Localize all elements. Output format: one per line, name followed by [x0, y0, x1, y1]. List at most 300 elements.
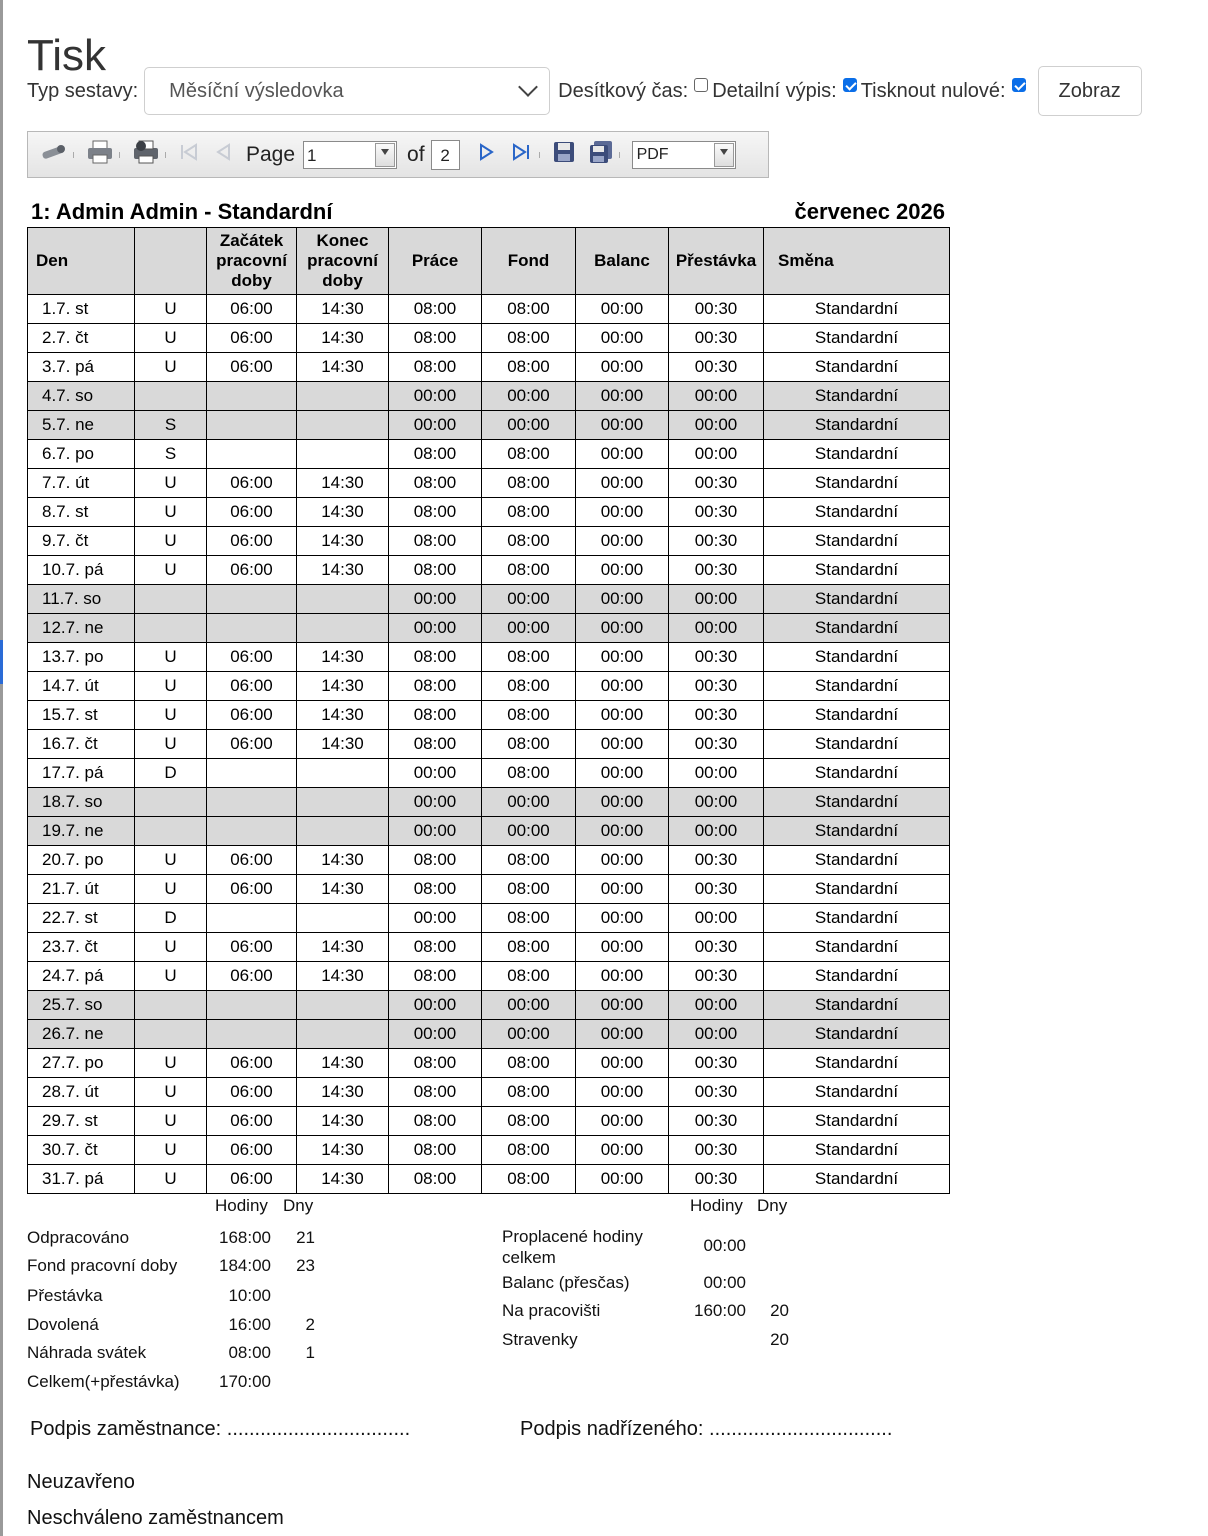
end-cell: [297, 788, 389, 817]
start-cell: 06:00: [207, 556, 297, 585]
end-cell: 14:30: [297, 469, 389, 498]
day-cell: 13.7. po: [28, 643, 135, 672]
break-cell: 00:30: [669, 556, 764, 585]
work-cell: 08:00: [389, 1049, 482, 1078]
code-cell: U: [135, 643, 207, 672]
day-cell: 11.7. so: [28, 585, 135, 614]
table-row: [28, 614, 950, 643]
work-cell: 00:00: [389, 1020, 482, 1049]
summary-hours: 170:00: [219, 1372, 271, 1391]
work-cell: 08:00: [389, 469, 482, 498]
summary-hours: 10:00: [228, 1286, 271, 1305]
shift-cell: Standardní: [764, 1049, 950, 1078]
end-cell: 14:30: [297, 353, 389, 382]
work-cell: 08:00: [389, 846, 482, 875]
end-cell: [297, 904, 389, 933]
print-zero-checkbox[interactable]: [1012, 78, 1026, 92]
shift-cell: Standardní: [764, 353, 950, 382]
end-cell: 14:30: [297, 527, 389, 556]
column-header: Práce: [389, 228, 482, 295]
table-row: [28, 1020, 950, 1049]
start-cell: 06:00: [207, 933, 297, 962]
column-header: Fond: [482, 228, 576, 295]
day-cell: 28.7. út: [28, 1078, 135, 1107]
start-cell: [207, 817, 297, 846]
chevron-down-icon: [518, 77, 538, 97]
work-cell: 08:00: [389, 1165, 482, 1194]
work-cell: 08:00: [389, 672, 482, 701]
table-row: [28, 701, 950, 730]
balance-cell: 00:00: [576, 904, 669, 933]
code-cell: U: [135, 469, 207, 498]
shift-cell: Standardní: [764, 585, 950, 614]
start-cell: [207, 759, 297, 788]
summary-days-header: Dny: [283, 1196, 314, 1215]
summary-hours: 184:00: [219, 1256, 271, 1275]
balance-cell: 00:00: [576, 324, 669, 353]
total-pages: 2: [431, 140, 460, 170]
break-cell: 00:30: [669, 701, 764, 730]
summary-days-header: Dny: [757, 1196, 788, 1215]
table-row: [28, 875, 950, 904]
shift-cell: Standardní: [764, 614, 950, 643]
print-zero-label: Tisknout nulové:: [860, 79, 1006, 102]
save-all-icon[interactable]: [588, 140, 614, 170]
break-cell: 00:30: [669, 469, 764, 498]
fund-cell: 00:00: [482, 585, 576, 614]
start-cell: 06:00: [207, 962, 297, 991]
closed-status: Neuzavřeno: [27, 1471, 135, 1493]
code-cell: U: [135, 1165, 207, 1194]
balance-cell: 00:00: [576, 440, 669, 469]
end-cell: 14:30: [297, 324, 389, 353]
balance-cell: 00:00: [576, 527, 669, 556]
toolbar-separator: [539, 152, 540, 158]
summary-days: 1: [305, 1343, 315, 1362]
start-cell: 06:00: [207, 875, 297, 904]
shift-cell: Standardní: [764, 1078, 950, 1107]
day-cell: 12.7. ne: [28, 614, 135, 643]
end-cell: 14:30: [297, 1078, 389, 1107]
break-cell: 00:00: [669, 585, 764, 614]
balance-cell: 00:00: [576, 933, 669, 962]
detail-checkbox[interactable]: [843, 78, 857, 92]
shift-cell: Standardní: [764, 411, 950, 440]
shift-cell: Standardní: [764, 933, 950, 962]
balance-cell: 00:00: [576, 875, 669, 904]
start-cell: 06:00: [207, 730, 297, 759]
work-cell: 00:00: [389, 759, 482, 788]
page-title: Tisk: [27, 31, 107, 81]
balance-cell: 00:00: [576, 991, 669, 1020]
table-row: [28, 382, 950, 411]
column-header: Přestávka: [669, 228, 764, 295]
summary-label: Celkem(+přestávka): [27, 1372, 180, 1391]
code-cell: U: [135, 701, 207, 730]
work-cell: 08:00: [389, 556, 482, 585]
work-cell: 00:00: [389, 788, 482, 817]
end-cell: 14:30: [297, 962, 389, 991]
fund-cell: 00:00: [482, 1020, 576, 1049]
column-header: Konec pracovní doby: [297, 228, 389, 295]
code-cell: D: [135, 759, 207, 788]
table-row: [28, 556, 950, 585]
table-row: [28, 962, 950, 991]
end-cell: [297, 614, 389, 643]
fund-cell: 08:00: [482, 1078, 576, 1107]
code-cell: [135, 1020, 207, 1049]
break-cell: 00:30: [669, 1078, 764, 1107]
end-cell: [297, 991, 389, 1020]
day-cell: 20.7. po: [28, 846, 135, 875]
employee-signature: Podpis zaměstnance: .................................: [30, 1418, 411, 1440]
code-cell: U: [135, 1107, 207, 1136]
code-cell: U: [135, 1049, 207, 1078]
end-cell: 14:30: [297, 295, 389, 324]
code-cell: U: [135, 295, 207, 324]
balance-cell: 00:00: [576, 759, 669, 788]
work-cell: 08:00: [389, 1107, 482, 1136]
break-cell: 00:00: [669, 788, 764, 817]
code-cell: S: [135, 411, 207, 440]
day-cell: 22.7. st: [28, 904, 135, 933]
fund-cell: 08:00: [482, 498, 576, 527]
fund-cell: 08:00: [482, 527, 576, 556]
chevron-down-icon: [714, 143, 734, 167]
shift-cell: Standardní: [764, 295, 950, 324]
code-cell: U: [135, 875, 207, 904]
work-cell: 08:00: [389, 962, 482, 991]
table-row: [28, 788, 950, 817]
shift-cell: Standardní: [764, 498, 950, 527]
start-cell: [207, 788, 297, 817]
shift-cell: Standardní: [764, 730, 950, 759]
code-cell: [135, 991, 207, 1020]
table-row: [28, 498, 950, 527]
table-row: [28, 1078, 950, 1107]
table-row: [28, 933, 950, 962]
balance-cell: 00:00: [576, 962, 669, 991]
decimal-time-checkbox[interactable]: [694, 78, 708, 92]
code-cell: [135, 382, 207, 411]
balance-cell: 00:00: [576, 585, 669, 614]
next-page-icon[interactable]: [476, 142, 498, 168]
summary-hours: 160:00: [694, 1301, 746, 1320]
balance-cell: 00:00: [576, 382, 669, 411]
shift-cell: Standardní: [764, 1165, 950, 1194]
summary-hours: 168:00: [219, 1228, 271, 1247]
column-header: Směna: [764, 228, 950, 295]
table-row: [28, 411, 950, 440]
day-cell: 4.7. so: [28, 382, 135, 411]
table-row: [28, 353, 950, 382]
shift-cell: Standardní: [764, 817, 950, 846]
table-row: [28, 672, 950, 701]
start-cell: 06:00: [207, 469, 297, 498]
day-cell: 1.7. st: [28, 295, 135, 324]
print-setup-icon[interactable]: [132, 139, 160, 171]
code-cell: U: [135, 730, 207, 759]
table-row: [28, 991, 950, 1020]
break-cell: 00:30: [669, 933, 764, 962]
end-cell: 14:30: [297, 933, 389, 962]
start-cell: 06:00: [207, 672, 297, 701]
work-cell: 08:00: [389, 1136, 482, 1165]
code-cell: U: [135, 846, 207, 875]
break-cell: 00:00: [669, 440, 764, 469]
start-cell: [207, 382, 297, 411]
export-format-select[interactable]: [632, 141, 736, 169]
summary-days: 2: [305, 1315, 315, 1334]
end-cell: 14:30: [297, 1049, 389, 1078]
summary-label: Stravenky: [502, 1330, 578, 1349]
fund-cell: 08:00: [482, 1136, 576, 1165]
balance-cell: 00:00: [576, 701, 669, 730]
report-header: [31, 199, 945, 225]
table-body: [28, 295, 950, 1194]
shift-cell: Standardní: [764, 1020, 950, 1049]
day-cell: 23.7. čt: [28, 933, 135, 962]
shift-cell: Standardní: [764, 701, 950, 730]
table-row: [28, 324, 950, 353]
day-cell: 24.7. pá: [28, 962, 135, 991]
shift-cell: Standardní: [764, 788, 950, 817]
shift-cell: Standardní: [764, 672, 950, 701]
start-cell: 06:00: [207, 643, 297, 672]
end-cell: [297, 817, 389, 846]
shift-cell: Standardní: [764, 324, 950, 353]
break-cell: 00:30: [669, 846, 764, 875]
start-cell: [207, 991, 297, 1020]
balance-cell: 00:00: [576, 353, 669, 382]
print-icon[interactable]: [86, 139, 114, 171]
work-cell: 08:00: [389, 701, 482, 730]
day-cell: 18.7. so: [28, 788, 135, 817]
day-cell: 9.7. čt: [28, 527, 135, 556]
day-cell: 25.7. so: [28, 991, 135, 1020]
break-cell: 00:30: [669, 353, 764, 382]
attendance-table: [27, 227, 950, 1194]
balance-cell: 00:00: [576, 1020, 669, 1049]
summary-hours-header: Hodiny: [215, 1196, 268, 1215]
start-cell: [207, 440, 297, 469]
balance-cell: 00:00: [576, 1078, 669, 1107]
column-header: Začátek pracovní doby: [207, 228, 297, 295]
code-cell: U: [135, 324, 207, 353]
start-cell: [207, 411, 297, 440]
key-icon[interactable]: [40, 141, 68, 169]
balance-cell: 00:00: [576, 1049, 669, 1078]
code-cell: U: [135, 1136, 207, 1165]
fund-cell: 08:00: [482, 324, 576, 353]
code-cell: [135, 585, 207, 614]
break-cell: 00:30: [669, 1136, 764, 1165]
summary-days: 20: [770, 1330, 789, 1349]
code-cell: U: [135, 556, 207, 585]
code-cell: [135, 614, 207, 643]
balance-cell: 00:00: [576, 1136, 669, 1165]
shift-cell: Standardní: [764, 440, 950, 469]
export-format-value: PDF: [636, 145, 669, 163]
report-month: červenec 2026: [794, 199, 945, 224]
break-cell: 00:00: [669, 759, 764, 788]
start-cell: 06:00: [207, 353, 297, 382]
summary-label: Fond pracovní doby: [27, 1256, 178, 1275]
work-cell: 08:00: [389, 643, 482, 672]
work-cell: 00:00: [389, 904, 482, 933]
work-cell: 00:00: [389, 585, 482, 614]
summary-hours-header: Hodiny: [690, 1196, 743, 1215]
fund-cell: 08:00: [482, 1049, 576, 1078]
first-page-icon[interactable]: [178, 142, 200, 168]
table-row: [28, 469, 950, 498]
summary-hours: 00:00: [703, 1236, 746, 1255]
last-page-icon[interactable]: [510, 142, 534, 168]
of-label: of: [407, 142, 425, 166]
fund-cell: 08:00: [482, 643, 576, 672]
balance-cell: 00:00: [576, 295, 669, 324]
day-cell: 26.7. ne: [28, 1020, 135, 1049]
supervisor-signature: Podpis nadřízeného: .................................: [520, 1418, 893, 1440]
end-cell: 14:30: [297, 875, 389, 904]
prev-page-icon[interactable]: [212, 142, 234, 168]
fund-cell: 08:00: [482, 672, 576, 701]
break-cell: 00:30: [669, 643, 764, 672]
shift-cell: Standardní: [764, 1107, 950, 1136]
window-left-edge: [0, 0, 3, 1536]
start-cell: 06:00: [207, 1165, 297, 1194]
balance-cell: 00:00: [576, 1107, 669, 1136]
show-button[interactable]: Zobraz: [1038, 66, 1142, 116]
work-cell: 08:00: [389, 730, 482, 759]
end-cell: [297, 1020, 389, 1049]
code-cell: D: [135, 904, 207, 933]
code-cell: U: [135, 1078, 207, 1107]
break-cell: 00:00: [669, 817, 764, 846]
summary-label: Přestávka: [27, 1286, 103, 1305]
work-cell: 00:00: [389, 991, 482, 1020]
table-row: [28, 904, 950, 933]
column-header: Den: [28, 228, 135, 295]
start-cell: [207, 585, 297, 614]
fund-cell: 08:00: [482, 556, 576, 585]
work-cell: 08:00: [389, 498, 482, 527]
fund-cell: 08:00: [482, 295, 576, 324]
work-cell: 00:00: [389, 382, 482, 411]
fund-cell: 00:00: [482, 411, 576, 440]
work-cell: 08:00: [389, 295, 482, 324]
approval-status: Neschváleno zaměstnancem: [27, 1507, 284, 1529]
report-type-select[interactable]: [144, 67, 550, 115]
balance-cell: 00:00: [576, 817, 669, 846]
report-viewer-toolbar: [27, 131, 769, 178]
filter-bar: [27, 66, 1142, 116]
fund-cell: 08:00: [482, 1165, 576, 1194]
work-cell: 08:00: [389, 353, 482, 382]
table-row: [28, 643, 950, 672]
end-cell: [297, 411, 389, 440]
break-cell: 00:00: [669, 614, 764, 643]
start-cell: [207, 904, 297, 933]
fund-cell: 08:00: [482, 440, 576, 469]
table-row: [28, 730, 950, 759]
balance-cell: 00:00: [576, 643, 669, 672]
balance-cell: 00:00: [576, 730, 669, 759]
page-label: Page: [246, 142, 296, 166]
code-cell: [135, 788, 207, 817]
shift-cell: Standardní: [764, 556, 950, 585]
fund-cell: 08:00: [482, 353, 576, 382]
fund-cell: 08:00: [482, 846, 576, 875]
summary-days: 23: [296, 1256, 315, 1275]
shift-cell: Standardní: [764, 1136, 950, 1165]
break-cell: 00:00: [669, 991, 764, 1020]
work-cell: 08:00: [389, 875, 482, 904]
day-cell: 21.7. út: [28, 875, 135, 904]
summary-days: 20: [770, 1301, 789, 1320]
balance-cell: 00:00: [576, 469, 669, 498]
summary-hours: 16:00: [228, 1315, 271, 1334]
table-row: [28, 440, 950, 469]
table-row: [28, 846, 950, 875]
column-header: [135, 228, 207, 295]
day-cell: 8.7. st: [28, 498, 135, 527]
day-cell: 19.7. ne: [28, 817, 135, 846]
day-cell: 7.7. út: [28, 469, 135, 498]
day-cell: 5.7. ne: [28, 411, 135, 440]
work-cell: 00:00: [389, 411, 482, 440]
start-cell: 06:00: [207, 1078, 297, 1107]
day-cell: 16.7. čt: [28, 730, 135, 759]
table-row: [28, 585, 950, 614]
fund-cell: 00:00: [482, 817, 576, 846]
table-row: [28, 1049, 950, 1078]
toolbar-separator: [73, 152, 74, 158]
balance-cell: 00:00: [576, 846, 669, 875]
summary-hours: 08:00: [228, 1343, 271, 1362]
save-icon[interactable]: [552, 140, 576, 170]
fund-cell: 08:00: [482, 962, 576, 991]
break-cell: 00:30: [669, 498, 764, 527]
fund-cell: 00:00: [482, 991, 576, 1020]
day-cell: 6.7. po: [28, 440, 135, 469]
break-cell: 00:30: [669, 527, 764, 556]
break-cell: 00:30: [669, 324, 764, 353]
start-cell: 06:00: [207, 1136, 297, 1165]
fund-cell: 08:00: [482, 469, 576, 498]
balance-cell: 00:00: [576, 1165, 669, 1194]
end-cell: 14:30: [297, 730, 389, 759]
toolbar-separator: [165, 152, 166, 158]
break-cell: 00:30: [669, 730, 764, 759]
summary-label: Dovolená: [27, 1315, 99, 1334]
balance-cell: 00:00: [576, 556, 669, 585]
work-cell: 08:00: [389, 933, 482, 962]
end-cell: 14:30: [297, 701, 389, 730]
page-number-select[interactable]: [303, 141, 397, 169]
fund-cell: 00:00: [482, 614, 576, 643]
summary-label: Proplacené hodiny celkem: [502, 1227, 643, 1267]
fund-cell: 08:00: [482, 904, 576, 933]
end-cell: 14:30: [297, 498, 389, 527]
work-cell: 00:00: [389, 817, 482, 846]
table-row: [28, 295, 950, 324]
shift-cell: Standardní: [764, 875, 950, 904]
code-cell: U: [135, 498, 207, 527]
break-cell: 00:00: [669, 904, 764, 933]
balance-cell: 00:00: [576, 788, 669, 817]
day-cell: 2.7. čt: [28, 324, 135, 353]
